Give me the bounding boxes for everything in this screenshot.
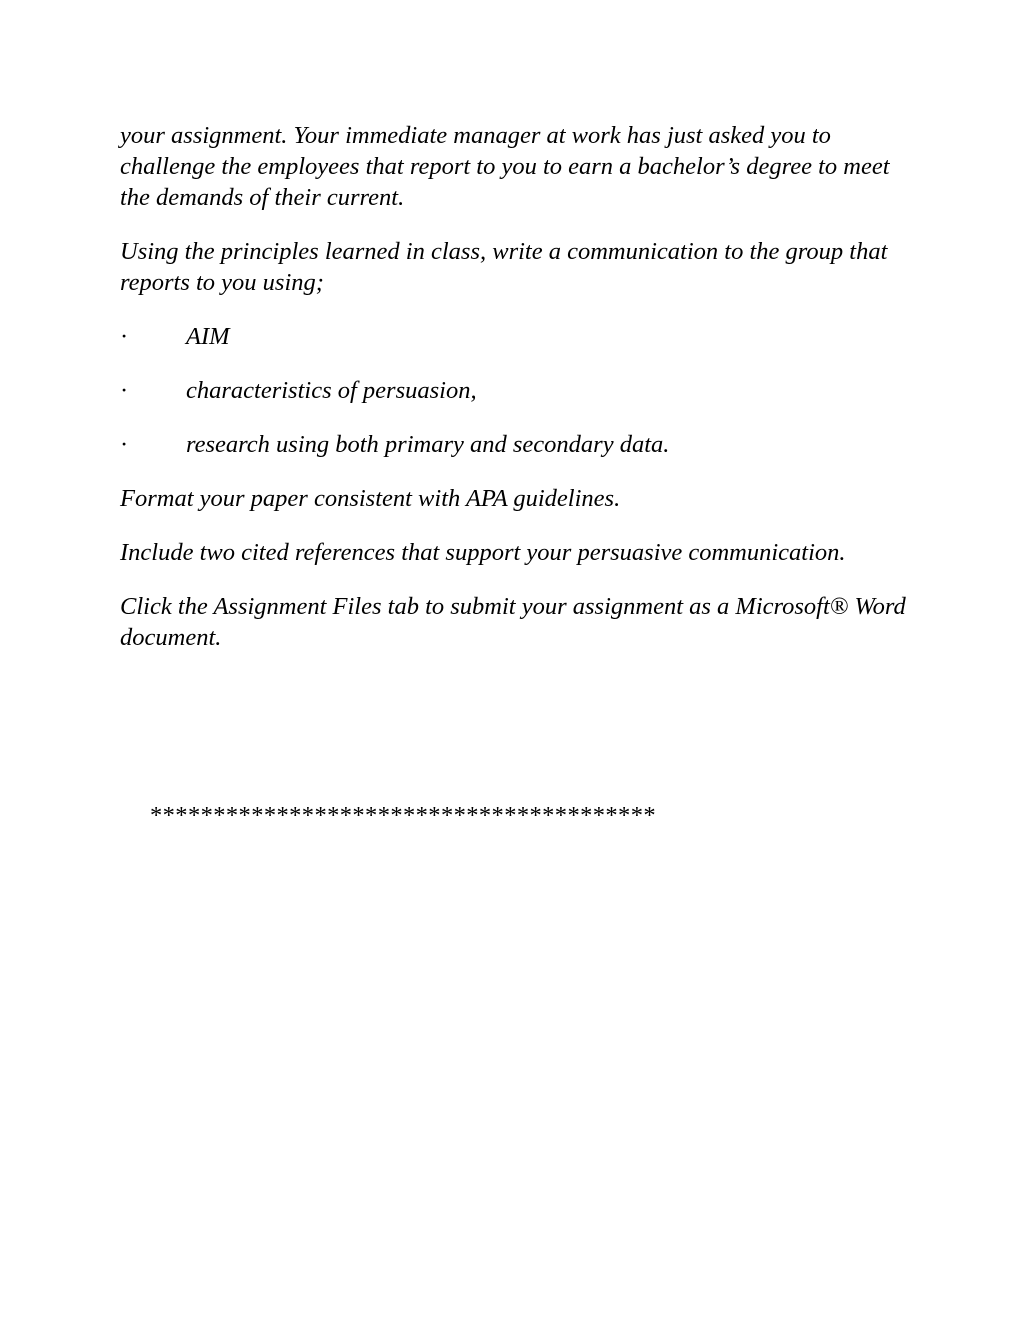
list-item-text: characteristics of persuasion, bbox=[186, 377, 477, 404]
list-item-text: research using both primary and secondary data. bbox=[186, 431, 670, 458]
paragraph-assignment-context: your assignment. Your immediate manager at work has just asked you to challenge the employees that report to you to earn a bachelor’s degree to meet the demands of their current. bbox=[120, 122, 896, 211]
paragraph-references: Include two cited references that support your persuasive communication. bbox=[120, 539, 846, 566]
list-item bbox=[120, 375, 910, 406]
paragraph-submission: Click the Assignment Files tab to submit your assignment as a Microsoft® Word document. bbox=[120, 593, 912, 651]
list-item bbox=[120, 429, 910, 460]
list-item-text: AIM bbox=[186, 323, 230, 350]
list-item bbox=[120, 321, 910, 352]
bullet-dot-icon: · bbox=[120, 431, 129, 458]
requirements-list bbox=[120, 321, 910, 460]
bullet-dot-icon: · bbox=[120, 377, 129, 404]
bullet-dot-icon: · bbox=[120, 323, 129, 350]
document-body bbox=[120, 120, 910, 676]
paragraph-instructions-intro: Using the principles learned in class, write a communication to the group that reports to you using; bbox=[120, 238, 894, 296]
paragraph-format: Format your paper consistent with APA guidelines. bbox=[120, 485, 621, 512]
asterisk-separator: **************************************** bbox=[150, 802, 656, 829]
